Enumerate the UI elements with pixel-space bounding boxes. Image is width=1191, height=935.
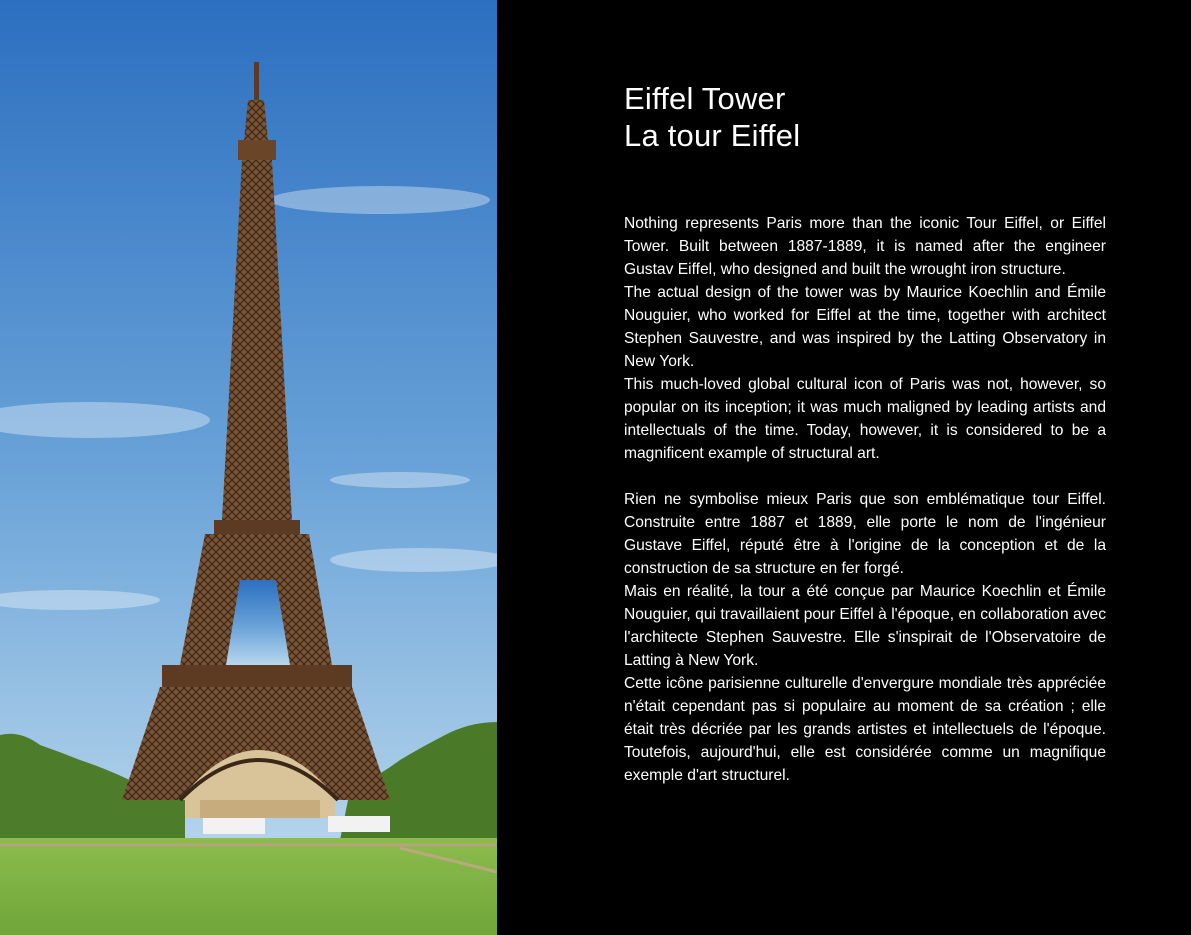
title-block — [624, 80, 1124, 154]
paragraph-fr-2: Mais en réalité, la tour a été conçue par Maurice Koechlin et Émile Nouguier, qui travaillaient pour Eiffel à l'époque, en collaboration avec l'architecte Stephen Sauvestre. Elle s'inspirait de l'Observatoire de Latting à New York. — [624, 583, 1106, 669]
title-english: Eiffel Tower — [624, 81, 786, 116]
paragraph-en-1: Nothing represents Paris more than the iconic Tour Eiffel, or Eiffel Tower. Built between 1887-1889, it is named after the engineer Gustav Eiffel, who designed and built the wrought iron structure. — [624, 215, 1106, 278]
paragraph-spacer — [624, 465, 1106, 488]
paragraph-fr-3: Cette icône parisienne culturelle d'envergure mondiale très appréciée n'était cependant pas si populaire au moment de sa création ; elle était très décriée par les grands artistes et intellectuels de l'époque. Toutefois, aujourd'hui, elle est considérée comme un magnifique exemple d'art structurel. — [624, 675, 1106, 784]
body-text — [624, 212, 1106, 787]
title-french: La tour Eiffel — [624, 118, 801, 153]
text-panel — [497, 0, 1191, 935]
photo-illustration — [0, 0, 497, 935]
paragraph-en-2: The actual design of the tower was by Maurice Koechlin and Émile Nouguier, who worked for Eiffel at the time, together with architect Stephen Sauvestre, and was inspired by the Latting Observatory in New York. — [624, 284, 1106, 370]
paragraph-en-3: This much-loved global cultural icon of Paris was not, however, so popular on its inception; it was much maligned by leading artists and intellectuals of the time. Today, however, it is considered to be a magnificent example of structural art. — [624, 376, 1106, 462]
eiffel-tower-photo — [0, 0, 497, 935]
paragraph-fr-1: Rien ne symbolise mieux Paris que son emblématique tour Eiffel. Construite entre 1887 et 1889, elle porte le nom de l'ingénieur Gustave Eiffel, réputé être à l'origine de la conception et de la construction de sa structure en fer forgé. — [624, 491, 1106, 577]
